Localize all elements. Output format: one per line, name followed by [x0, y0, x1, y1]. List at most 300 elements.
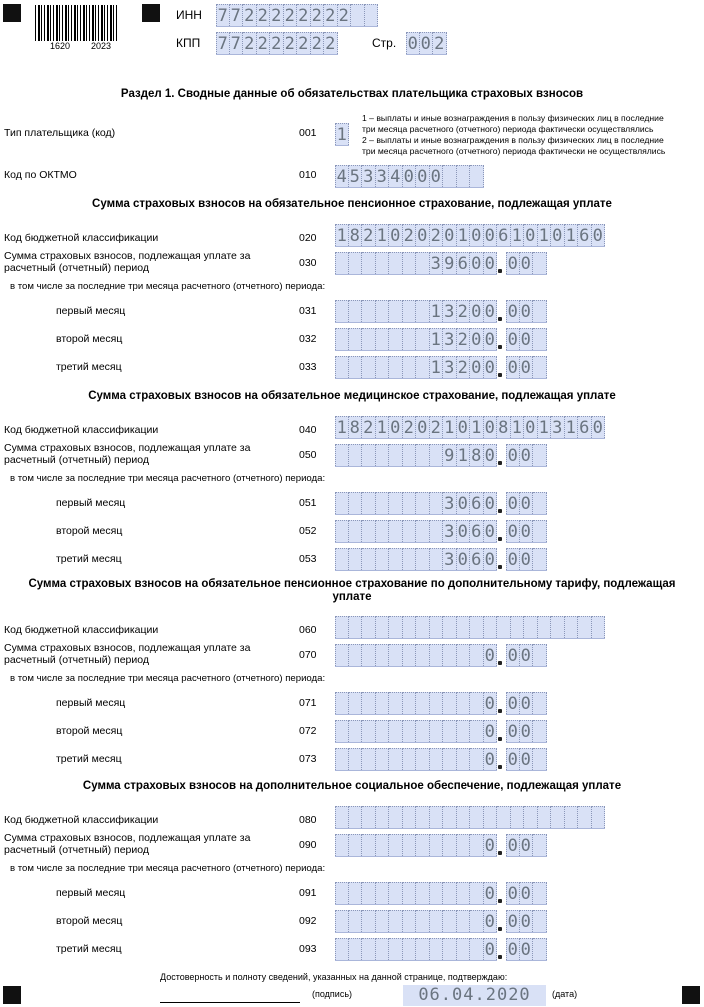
- digit-cell: [335, 644, 349, 666]
- m3-kopecks-field[interactable]: [506, 356, 547, 379]
- digit-cell: [376, 644, 390, 666]
- digit-cell: [403, 720, 417, 742]
- digit-cell: [457, 882, 471, 904]
- digit-cell: [430, 720, 444, 742]
- m3-kopecks-field[interactable]: [506, 748, 547, 771]
- corner-marker-bottom-left: [3, 986, 21, 1004]
- digit-cell: [335, 444, 349, 466]
- page-field[interactable]: [406, 32, 447, 55]
- kbk-code: 040: [299, 424, 317, 436]
- digit-cell: [533, 328, 547, 350]
- month-label: второй месяц: [56, 915, 123, 927]
- digit-cell: 2: [297, 4, 311, 26]
- digit-cell: 0: [470, 300, 484, 322]
- digit-cell: 0: [484, 548, 498, 570]
- digit-cell: [470, 910, 484, 932]
- kbk-label: Код бюджетной классификации: [4, 424, 159, 436]
- digit-cell: [403, 938, 417, 960]
- digit-cell: [430, 492, 444, 514]
- digit-cell: [533, 444, 547, 466]
- m1-decimal-point: [498, 509, 502, 513]
- digit-cell: 2: [324, 32, 338, 54]
- digit-cell: [362, 520, 376, 542]
- digit-cell: 0: [416, 224, 430, 246]
- digit-cell: 3: [443, 520, 457, 542]
- m3-rubles-field[interactable]: [335, 356, 497, 379]
- digit-cell: 0: [507, 301, 518, 322]
- digit-cell: [389, 548, 403, 570]
- digit-cell: 0: [520, 910, 534, 932]
- digit-cell: [457, 834, 471, 856]
- digit-cell: [443, 644, 457, 666]
- m1-rubles-field[interactable]: [335, 300, 497, 323]
- m1-rubles-field[interactable]: [335, 692, 497, 715]
- digit-cell: 2: [284, 4, 298, 26]
- digit-cell: [497, 806, 511, 828]
- digit-cell: [457, 720, 471, 742]
- digit-cell: 0: [507, 883, 518, 904]
- digit-cell: 6: [470, 492, 484, 514]
- digit-cell: [416, 834, 430, 856]
- m3-kopecks-field[interactable]: [506, 938, 547, 961]
- digit-cell: [362, 644, 376, 666]
- digit-cell: [430, 806, 444, 828]
- digit-cell: [533, 520, 547, 542]
- digit-cell: [376, 492, 390, 514]
- digit-cell: [389, 938, 403, 960]
- payer-type-note-2a: 2 – выплаты и иные вознаграждения в пользу физических лиц в последние: [362, 135, 664, 145]
- digit-cell: 0: [470, 224, 484, 246]
- barcode-number-left: 1620: [50, 41, 71, 51]
- digit-cell: 7: [230, 4, 244, 26]
- digit-cell: [403, 300, 417, 322]
- digit-cell: [376, 692, 390, 714]
- m1-decimal-point: [498, 709, 502, 713]
- m2-kopecks-field[interactable]: [506, 520, 547, 543]
- kbk-field[interactable]: [335, 616, 605, 639]
- m2-decimal-point: [498, 737, 502, 741]
- month-label: третий месяц: [56, 553, 122, 565]
- month-label: первый месяц: [56, 305, 126, 317]
- digit-cell: 1: [336, 417, 347, 438]
- digit-cell: [592, 616, 606, 638]
- digit-cell: [376, 444, 390, 466]
- digit-cell: 6: [470, 548, 484, 570]
- digit-cell: [470, 882, 484, 904]
- digit-cell: 1: [376, 224, 390, 246]
- sum-label-line1: Сумма страховых взносов, подлежащая уплате за: [4, 442, 251, 454]
- digit-cell: [533, 492, 547, 514]
- digit-cell: [362, 300, 376, 322]
- digit-cell: [443, 720, 457, 742]
- digit-cell: [416, 692, 430, 714]
- digit-cell: 0: [484, 356, 498, 378]
- digit-cell: [362, 834, 376, 856]
- digit-cell: [443, 165, 457, 187]
- digit-cell: 2: [270, 32, 284, 54]
- sum-decimal-point: [498, 269, 502, 273]
- sum-rubles-field[interactable]: [335, 834, 497, 857]
- digit-cell: [376, 806, 390, 828]
- digit-cell: [538, 806, 552, 828]
- m2-rubles-field[interactable]: [335, 720, 497, 743]
- digit-cell: [416, 938, 430, 960]
- digit-cell: 1: [430, 300, 444, 322]
- sum-kopecks-field[interactable]: [506, 444, 547, 467]
- digit-cell: 0: [484, 492, 498, 514]
- kpp-label: КПП: [176, 36, 201, 50]
- digit-cell: 6: [578, 416, 592, 438]
- digit-cell: [430, 882, 444, 904]
- m3-rubles-field[interactable]: [335, 748, 497, 771]
- digit-cell: 0: [457, 520, 471, 542]
- digit-cell: 2: [457, 300, 471, 322]
- including-label: в том числе за последние три месяца расчетного (отчетного) периода:: [10, 473, 326, 484]
- digit-cell: 0: [507, 645, 518, 666]
- digit-cell: 1: [538, 224, 552, 246]
- digit-cell: [497, 616, 511, 638]
- digit-cell: [389, 520, 403, 542]
- digit-cell: 8: [497, 416, 511, 438]
- digit-cell: [349, 252, 363, 274]
- digit-cell: 0: [484, 252, 498, 274]
- digit-cell: [389, 356, 403, 378]
- digit-cell: 2: [362, 224, 376, 246]
- sum-label-line1: Сумма страховых взносов, подлежащая уплате за: [4, 642, 251, 654]
- m1-kopecks-field[interactable]: [506, 882, 547, 905]
- month-label: третий месяц: [56, 361, 122, 373]
- digit-cell: 1: [565, 224, 579, 246]
- digit-cell: 3: [443, 548, 457, 570]
- digit-cell: [389, 300, 403, 322]
- digit-cell: [457, 165, 471, 187]
- month-code: 093: [299, 943, 317, 955]
- including-label: в том числе за последние три месяца расчетного (отчетного) периода:: [10, 281, 326, 292]
- digit-cell: 1: [443, 416, 457, 438]
- digit-cell: [335, 748, 349, 770]
- digit-cell: [349, 328, 363, 350]
- digit-cell: [389, 806, 403, 828]
- digit-cell: [349, 834, 363, 856]
- m3-decimal-point: [498, 373, 502, 377]
- digit-cell: [430, 520, 444, 542]
- digit-cell: [457, 806, 471, 828]
- digit-cell: 0: [416, 165, 430, 187]
- inn-label: ИНН: [176, 8, 202, 22]
- kbk-field[interactable]: [335, 806, 605, 829]
- sum-label-line2: расчетный (отчетный) период: [4, 654, 149, 666]
- digit-cell: 4: [336, 166, 347, 187]
- digit-cell: [335, 520, 349, 542]
- digit-cell: [443, 692, 457, 714]
- digit-cell: 0: [507, 911, 518, 932]
- digit-cell: [335, 548, 349, 570]
- digit-cell: 0: [520, 644, 534, 666]
- digit-cell: 2: [270, 4, 284, 26]
- digit-cell: [362, 692, 376, 714]
- barcode: [35, 5, 117, 41]
- digit-cell: 0: [520, 492, 534, 514]
- digit-cell: 0: [520, 444, 534, 466]
- kbk-code: 020: [299, 232, 317, 244]
- digit-cell: 0: [507, 939, 518, 960]
- digit-cell: [349, 910, 363, 932]
- payer-type-field[interactable]: [335, 123, 349, 146]
- digit-cell: [335, 328, 349, 350]
- digit-cell: [416, 644, 430, 666]
- digit-cell: [335, 938, 349, 960]
- digit-cell: [484, 806, 498, 828]
- month-label: второй месяц: [56, 525, 123, 537]
- m3-rubles-field[interactable]: [335, 548, 497, 571]
- digit-cell: [389, 834, 403, 856]
- digit-cell: [403, 834, 417, 856]
- digit-cell: [470, 938, 484, 960]
- digit-cell: [403, 806, 417, 828]
- kbk-label: Код бюджетной классификации: [4, 814, 159, 826]
- digit-cell: [389, 644, 403, 666]
- digit-cell: 0: [484, 520, 498, 542]
- sum-label-line2: расчетный (отчетный) период: [4, 454, 149, 466]
- digit-cell: 2: [257, 4, 271, 26]
- digit-cell: 6: [457, 252, 471, 274]
- digit-cell: 9: [443, 252, 457, 274]
- digit-cell: [389, 444, 403, 466]
- section-title: Сумма страховых взносов на обязательное пенсионное страхование по дополнительному тарифу, подлежащая: [28, 578, 676, 590]
- digit-cell: 3: [443, 356, 457, 378]
- digit-cell: 3: [376, 165, 390, 187]
- digit-cell: 2: [257, 32, 271, 54]
- kbk-field[interactable]: [335, 416, 605, 439]
- signature-line[interactable]: [160, 1002, 300, 1003]
- digit-cell: [351, 4, 365, 26]
- digit-cell: [362, 548, 376, 570]
- digit-cell: [362, 444, 376, 466]
- kbk-label: Код бюджетной классификации: [4, 232, 159, 244]
- m2-kopecks-field[interactable]: [506, 720, 547, 743]
- m2-decimal-point: [498, 345, 502, 349]
- digit-cell: 0: [389, 416, 403, 438]
- m2-rubles-field[interactable]: [335, 910, 497, 933]
- payer-type-note-1a: 1 – выплаты и иные вознаграждения в пользу физических лиц в последние: [362, 113, 664, 123]
- digit-cell: 1: [565, 416, 579, 438]
- m1-kopecks-field[interactable]: [506, 300, 547, 323]
- m2-kopecks-field[interactable]: [506, 328, 547, 351]
- digit-cell: 8: [349, 416, 363, 438]
- digit-cell: 1: [336, 225, 347, 246]
- digit-cell: 2: [433, 32, 447, 54]
- inn-field[interactable]: [216, 4, 378, 27]
- digit-cell: [592, 806, 606, 828]
- digit-cell: [335, 252, 349, 274]
- m3-decimal-point: [498, 765, 502, 769]
- digit-cell: [349, 548, 363, 570]
- month-code: 073: [299, 753, 317, 765]
- m2-kopecks-field[interactable]: [506, 910, 547, 933]
- digit-cell: [403, 444, 417, 466]
- digit-cell: [362, 882, 376, 904]
- digit-cell: 0: [520, 548, 534, 570]
- digit-cell: 6: [497, 224, 511, 246]
- digit-cell: [362, 252, 376, 274]
- digit-cell: 2: [362, 416, 376, 438]
- kpp-field[interactable]: [216, 32, 338, 55]
- m3-rubles-field[interactable]: [335, 938, 497, 961]
- digit-cell: [349, 300, 363, 322]
- digit-cell: 0: [484, 644, 498, 666]
- kbk-field[interactable]: [335, 224, 605, 247]
- digit-cell: 0: [520, 834, 534, 856]
- corner-marker-top-left: [3, 4, 21, 22]
- m2-rubles-field[interactable]: [335, 328, 497, 351]
- digit-cell: 0: [551, 224, 565, 246]
- digit-cell: [538, 616, 552, 638]
- m1-rubles-field[interactable]: [335, 492, 497, 515]
- digit-cell: [470, 644, 484, 666]
- m1-kopecks-field[interactable]: [506, 692, 547, 715]
- digit-cell: 0: [507, 253, 518, 274]
- digit-cell: [443, 806, 457, 828]
- digit-cell: [389, 748, 403, 770]
- digit-cell: [403, 910, 417, 932]
- digit-cell: 0: [507, 521, 518, 542]
- digit-cell: [430, 834, 444, 856]
- digit-cell: 0: [403, 165, 417, 187]
- m2-rubles-field[interactable]: [335, 520, 497, 543]
- digit-cell: [376, 300, 390, 322]
- digit-cell: [533, 882, 547, 904]
- digit-cell: 0: [484, 416, 498, 438]
- digit-cell: [416, 252, 430, 274]
- digit-cell: [403, 520, 417, 542]
- digit-cell: [457, 616, 471, 638]
- digit-cell: [376, 910, 390, 932]
- digit-cell: 9: [443, 444, 457, 466]
- digit-cell: 1: [457, 224, 471, 246]
- digit-cell: 2: [403, 224, 417, 246]
- digit-cell: [443, 882, 457, 904]
- digit-cell: 0: [484, 748, 498, 770]
- digit-cell: [430, 748, 444, 770]
- section-1-title: Раздел 1. Сводные данные об обязательствах плательщика страховых взносов: [120, 88, 584, 100]
- digit-cell: [533, 548, 547, 570]
- digit-cell: 3: [443, 492, 457, 514]
- digit-cell: [349, 356, 363, 378]
- digit-cell: 0: [443, 224, 457, 246]
- digit-cell: [335, 300, 349, 322]
- digit-cell: 1: [430, 356, 444, 378]
- m3-decimal-point: [498, 565, 502, 569]
- payer-type-note-2b: три месяца расчетного (отчетного) периода фактически не осуществлялись: [362, 146, 666, 156]
- digit-cell: 2: [430, 224, 444, 246]
- digit-cell: [349, 616, 363, 638]
- m3-kopecks-field[interactable]: [506, 548, 547, 571]
- digit-cell: [416, 806, 430, 828]
- m3-decimal-point: [498, 955, 502, 959]
- digit-cell: 7: [217, 5, 228, 26]
- digit-cell: [430, 938, 444, 960]
- digit-cell: [416, 616, 430, 638]
- digit-cell: 0: [520, 356, 534, 378]
- kbk-label: Код бюджетной классификации: [4, 624, 159, 636]
- digit-cell: 2: [243, 32, 257, 54]
- digit-cell: [376, 882, 390, 904]
- digit-cell: [430, 910, 444, 932]
- sum-rubles-field[interactable]: [335, 644, 497, 667]
- digit-cell: 0: [507, 693, 518, 714]
- confirm-text: Достоверность и полноту сведений, указанных на данной странице, подтверждаю:: [160, 972, 508, 982]
- sum-kopecks-field[interactable]: [506, 252, 547, 275]
- digit-cell: 2: [457, 328, 471, 350]
- m1-rubles-field[interactable]: [335, 882, 497, 905]
- digit-cell: [335, 616, 349, 638]
- month-label: третий месяц: [56, 753, 122, 765]
- digit-cell: [533, 834, 547, 856]
- digit-cell: 0: [457, 548, 471, 570]
- digit-cell: 2: [284, 32, 298, 54]
- digit-cell: 0: [520, 692, 534, 714]
- digit-cell: [533, 356, 547, 378]
- digit-cell: [403, 692, 417, 714]
- sum-kopecks-field[interactable]: [506, 644, 547, 667]
- month-label: второй месяц: [56, 333, 123, 345]
- month-code: 091: [299, 887, 317, 899]
- digit-cell: [416, 444, 430, 466]
- section-title-cont: уплате: [332, 591, 372, 603]
- digit-cell: 0: [507, 835, 518, 856]
- month-label: третий месяц: [56, 943, 122, 955]
- digit-cell: [470, 692, 484, 714]
- digit-cell: 0: [507, 357, 518, 378]
- sum-kopecks-field[interactable]: [506, 834, 547, 857]
- digit-cell: [524, 806, 538, 828]
- sum-rubles-field[interactable]: [335, 252, 497, 275]
- digit-cell: 2: [324, 4, 338, 26]
- oktmo-field[interactable]: [335, 165, 484, 188]
- digit-cell: [457, 644, 471, 666]
- digit-cell: [349, 748, 363, 770]
- digit-cell: [533, 938, 547, 960]
- digit-cell: [349, 938, 363, 960]
- digit-cell: 0: [507, 549, 518, 570]
- month-code: 071: [299, 697, 317, 709]
- digit-cell: [349, 806, 363, 828]
- digit-cell: [470, 720, 484, 742]
- sum-rubles-field[interactable]: [335, 444, 497, 467]
- digit-cell: 1: [376, 416, 390, 438]
- digit-cell: [443, 938, 457, 960]
- digit-cell: [403, 548, 417, 570]
- digit-cell: [349, 644, 363, 666]
- digit-cell: [470, 748, 484, 770]
- digit-cell: [416, 520, 430, 542]
- oktmo-code: 010: [299, 169, 317, 181]
- digit-cell: [416, 882, 430, 904]
- m1-kopecks-field[interactable]: [506, 492, 547, 515]
- digit-cell: [349, 720, 363, 742]
- digit-cell: 0: [484, 224, 498, 246]
- digit-cell: [551, 616, 565, 638]
- digit-cell: 0: [389, 224, 403, 246]
- digit-cell: 2: [243, 4, 257, 26]
- date-field[interactable]: 06.04.2020: [403, 985, 546, 1006]
- sum-label-line2: расчетный (отчетный) период: [4, 844, 149, 856]
- kbk-code: 080: [299, 814, 317, 826]
- sum-label-line1: Сумма страховых взносов, подлежащая уплате за: [4, 832, 251, 844]
- m2-decimal-point: [498, 927, 502, 931]
- digit-cell: [376, 616, 390, 638]
- digit-cell: [470, 616, 484, 638]
